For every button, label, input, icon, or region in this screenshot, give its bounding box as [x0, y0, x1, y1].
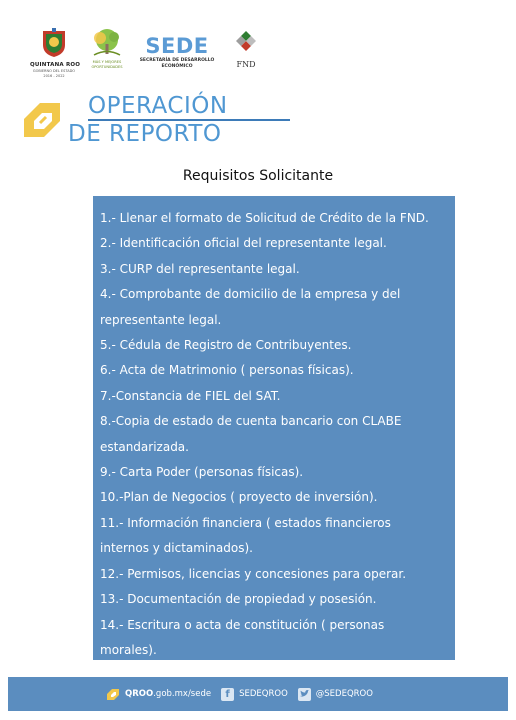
requirement-line: estandarizada. [100, 439, 189, 454]
requirement-line: 11.- Información financiera ( estados financieros [100, 515, 391, 530]
sede-leaf-icon [20, 99, 64, 139]
requirements-panel [93, 196, 455, 660]
requirement-line: 3.- CURP del representante legal. [100, 261, 300, 276]
requirement-line: 9.- Carta Poder (personas físicas). [100, 465, 304, 480]
quintana-roo-logo [30, 28, 81, 79]
requirement-line: 14.- Escritura o acta de constitución ( personas [100, 617, 385, 632]
twitter-bird-glyph [300, 690, 309, 698]
requirement-line: 12.- Permisos, licencias y concesiones para operar. [100, 566, 407, 581]
heading-line-2: DE REPORTO [68, 121, 222, 147]
mas-y-mejores-line2: OPORTUNIDADES [91, 64, 123, 69]
header-logos [30, 28, 270, 78]
requirement-line: 8.-Copia de estado de cuenta bancario con CLABE [100, 414, 402, 429]
requirement-line: 6.- Acta de Matrimonio ( personas físicas). [100, 363, 354, 378]
website-link[interactable] [125, 689, 211, 699]
facebook-icon[interactable]: f [221, 688, 234, 701]
quintana-roo-name: QUINTANA ROO [30, 62, 81, 68]
sede-name: SEDE [145, 34, 209, 58]
requirement-line: 7.-Constancia de FIEL del SAT. [100, 388, 281, 403]
footer-bar [8, 677, 508, 711]
website-bold: QROO [125, 689, 154, 699]
footer-contacts [106, 686, 383, 702]
requirement-line: morales). [100, 642, 157, 657]
fnd-emblem-icon [233, 28, 259, 54]
twitter-icon[interactable] [298, 688, 311, 701]
fnd-name: FND [236, 60, 256, 69]
requirement-line: internos y dictaminados). [100, 541, 253, 556]
requirement-line: 4.- Comprobante de domicilio de la empresa y del [100, 287, 401, 302]
requirements-list [100, 206, 449, 663]
sede-logo [134, 28, 220, 69]
heading-line-1: OPERACIÓN [88, 93, 228, 119]
facebook-handle[interactable]: SEDEQROO [239, 689, 288, 699]
requirement-line: 13.- Documentación de propiedad y posesión. [100, 592, 377, 607]
twitter-handle[interactable]: @SEDEQROO [315, 689, 373, 699]
quintana-roo-years: 2016 - 2022 [43, 74, 65, 78]
quintana-roo-crest-icon [41, 28, 67, 58]
mas-y-mejores-logo [82, 28, 132, 69]
requirement-line: 10.-Plan de Negocios ( proyecto de inversión). [100, 490, 378, 505]
tree-icon [90, 28, 124, 56]
quintana-roo-sub: GOBIERNO DEL ESTADO [32, 69, 76, 73]
requirements-title: Requisitos Solicitante [182, 168, 334, 184]
page-heading [20, 93, 320, 148]
requirement-line: 2.- Identificación oficial del representante legal. [100, 236, 387, 251]
sede-leaf-small-icon [106, 687, 120, 701]
requirement-line: representante legal. [100, 312, 222, 327]
fnd-logo [226, 28, 266, 69]
website-rest: .gob.mx/sede [153, 689, 212, 699]
requirement-line: 1.- Llenar el formato de Solicitud de Crédito de la FND. [100, 211, 429, 225]
requirement-line: 5.- Cédula de Registro de Contribuyentes. [100, 338, 352, 353]
mas-y-mejores-line1: MÁS Y MEJORES [92, 60, 122, 64]
sede-line1: SECRETARÍA DE DESARROLLO [139, 58, 215, 63]
sede-line2: ECONÓMICO [161, 63, 193, 69]
